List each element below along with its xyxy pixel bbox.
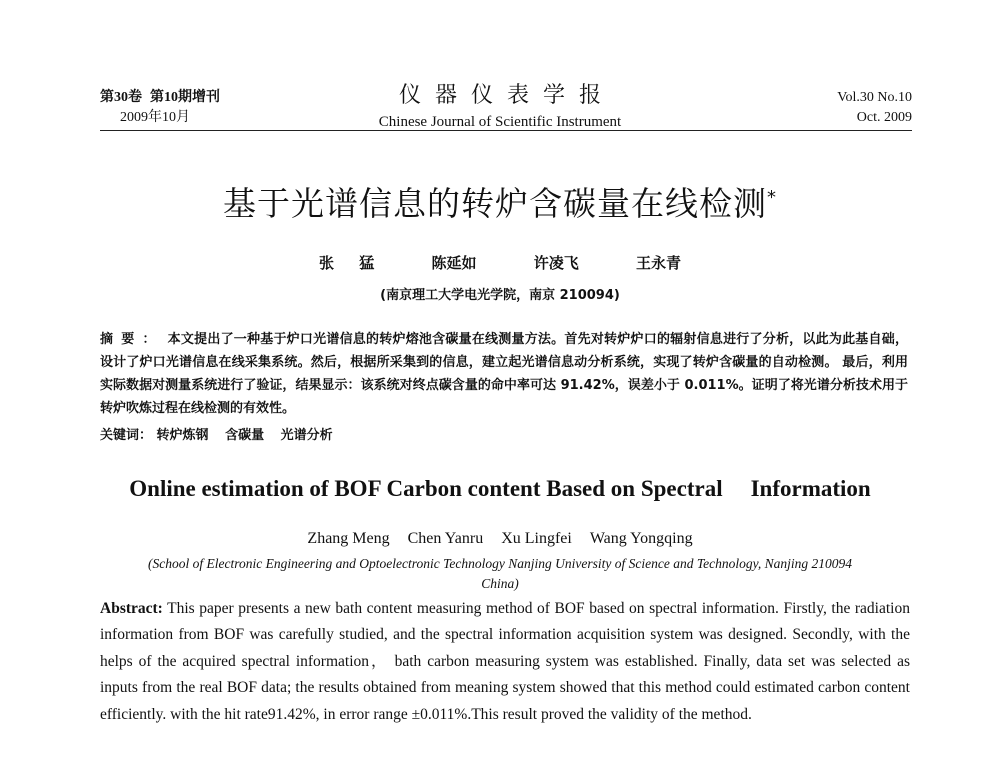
volume-cn: 第30卷 — [100, 90, 142, 105]
author-en: Chen Yanru — [407, 530, 484, 547]
author-cn: 王永青 — [635, 254, 681, 272]
abstract-cn — [100, 328, 908, 420]
abstract-en — [100, 596, 910, 728]
paper-title-en — [0, 476, 1000, 502]
title-en-part1: Online estimation of BOF Carbon content Based on Spectral — [129, 476, 723, 501]
author-en: Zhang Meng — [307, 530, 390, 547]
author-en: Xu Lingfei — [501, 530, 572, 547]
authors-cn — [0, 252, 1000, 273]
author-cn: 张 猛 — [319, 254, 375, 272]
header-journal — [330, 82, 670, 132]
keywords-cn-label: 关键词： — [100, 428, 153, 443]
date-cn: 2009年10月 — [120, 110, 190, 125]
abstract-en-label: Abstract: — [100, 600, 163, 617]
issue-cn: 第10期增刊 — [150, 90, 220, 105]
date-en: Oct. 2009 — [856, 110, 912, 125]
abstract-cn-text: 本文提出了一种基于炉口光谱信息的转炉熔池含碳量在线测量方法。首先对转炉炉口的辐射信息进行了分析，以此为此基自础，设计了炉口光谱信息在线采集系统。然后，根据所采集到的信息，建立起光谱信息动分析系统，实现了转炉含碳量的自动检测。 最后，利用实际数据对测量系统进行了验证，结果显示：该系统对终点碳含量的命中率可达 91.42%，误差小于 0.011%。证明了将光谱分析技术用于转炉吹炼过程在线检测的有效性。 — [100, 332, 908, 416]
journal-name-cn: 仪器仪表学报 — [398, 83, 615, 108]
title-en-part2: Information — [750, 476, 871, 501]
keyword-cn: 含碳量 — [225, 428, 265, 443]
title-cn-text: 基于光谱信息的转炉含碳量在线检测 — [223, 184, 767, 223]
author-cn: 许凌飞 — [533, 254, 579, 272]
author-en: Wang Yongqing — [589, 530, 693, 547]
keyword-cn: 转炉炼钢 — [156, 428, 209, 443]
header-left — [100, 88, 228, 128]
abstract-cn-label: 摘要： — [100, 332, 164, 347]
abstract-en-text: This paper presents a new bath content measuring method of BOF based on spectral information. Firstly, the radiation information from BOF was carefully studied, and the spectral information acquisition system was designed. Secondly, with the helps of the acquired spectral information， bath carbon measuring system was established. Finally, data set was selected as inputs from the real BOF data; the results obtained from meaning system showed that this method could estimated carbon content efficiently. with the hit rate91.42%, in error range ±0.011%.This result proved the validity of the method. — [100, 600, 910, 723]
title-footnote-mark: * — [767, 187, 777, 208]
affiliation-cn: (南京理工大学电光学院，南京 210094) — [380, 288, 620, 303]
affiliation-en: (School of Electronic Engineering and Optoelectronic Technology Nanjing University of Science and Technology, Nanjing 210094 China) — [147, 556, 852, 591]
header-divider — [100, 130, 912, 131]
paper-title-cn — [0, 178, 1000, 225]
authors-en — [0, 530, 1000, 548]
author-cn: 陈延如 — [431, 254, 477, 272]
keywords-cn — [100, 424, 345, 443]
keyword-cn: 光谱分析 — [280, 428, 333, 443]
volume-en: Vol.30 No.10 — [837, 90, 912, 105]
journal-name-en: Chinese Journal of Scientific Instrument — [378, 114, 622, 130]
header-right — [837, 88, 912, 128]
